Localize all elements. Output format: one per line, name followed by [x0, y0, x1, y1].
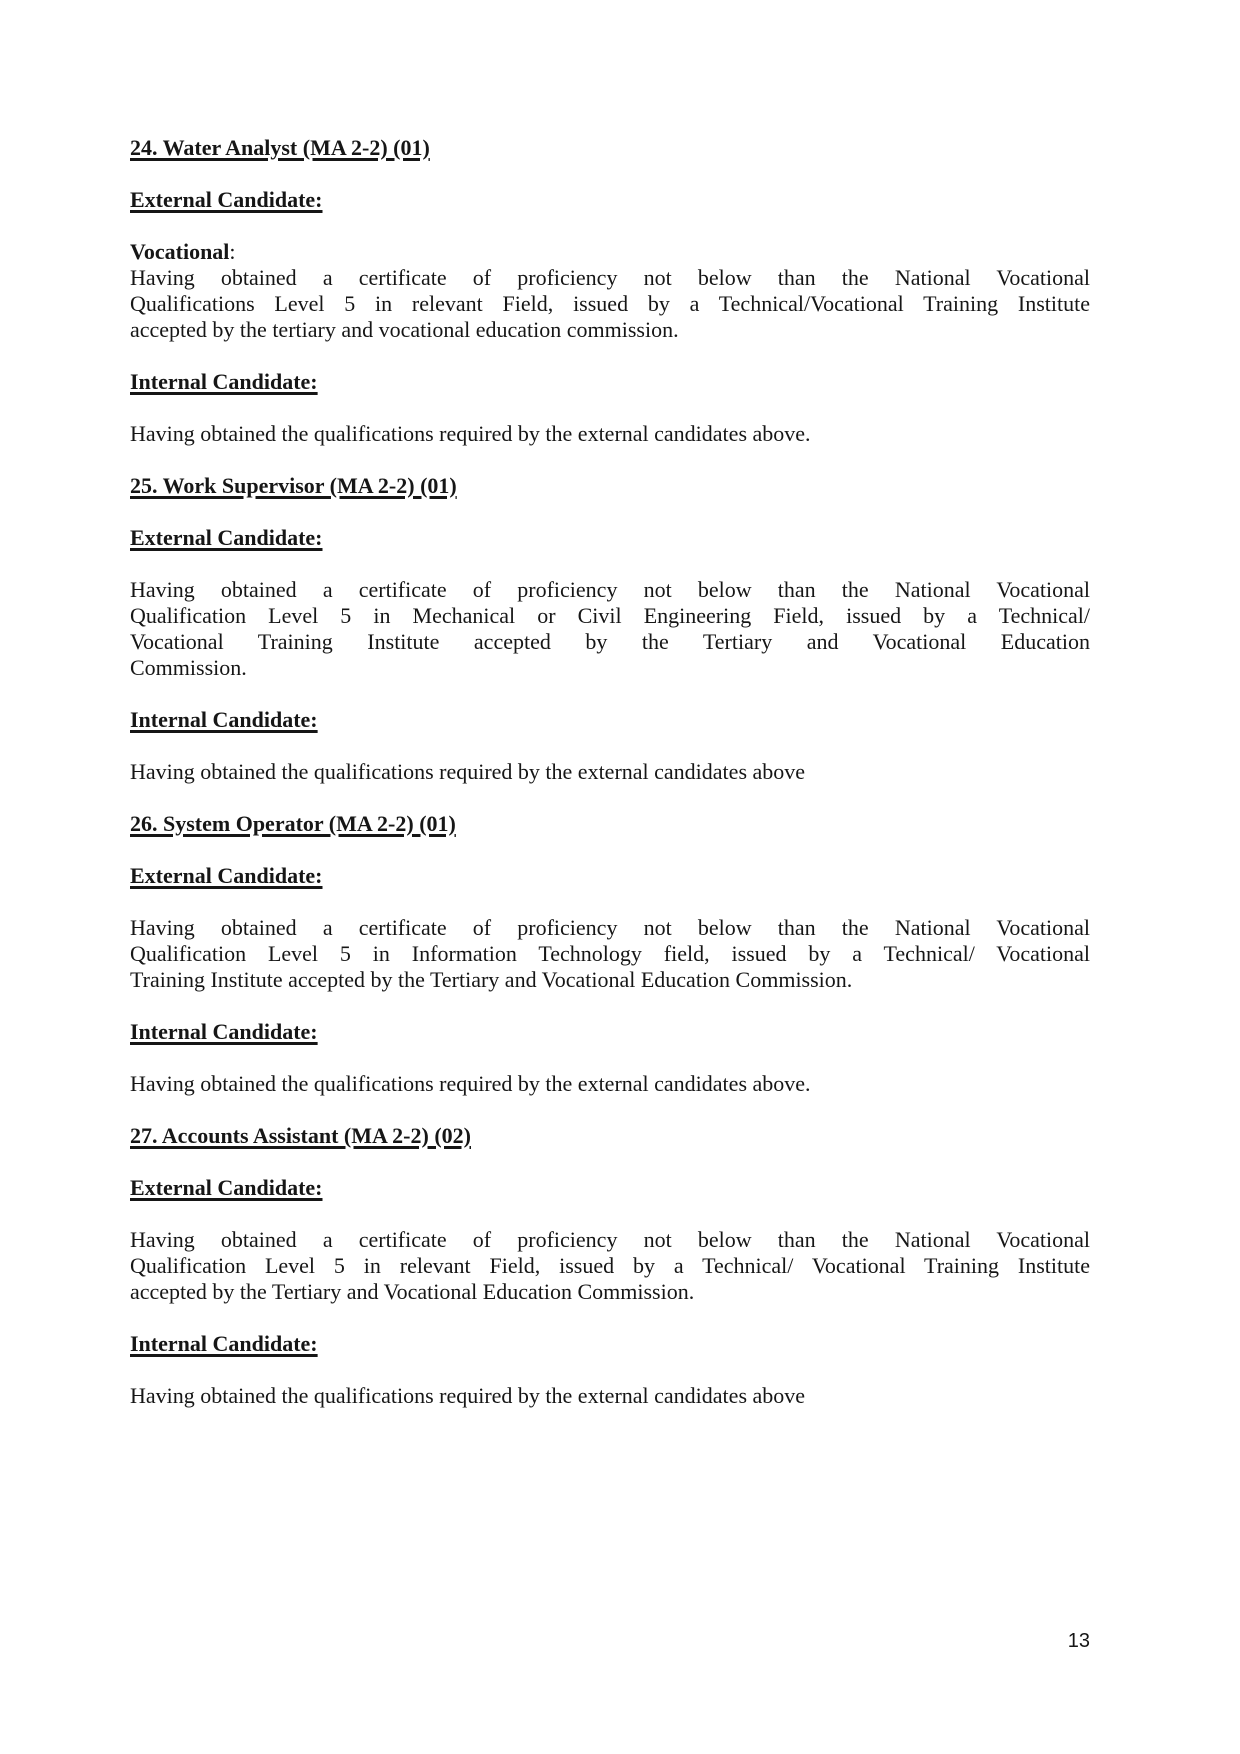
internal-candidate-heading: Internal Candidate: [130, 707, 318, 732]
paragraph-line: Having obtained a certificate of proficiency not below than the National Vocational [130, 915, 1090, 940]
section-accounts-assistant [130, 1123, 1090, 1409]
internal-qualification-text: Having obtained the qualifications required by the external candidates above [130, 759, 806, 784]
paragraph-line: Training Institute accepted by the Tertiary and Vocational Education Commission. [130, 967, 853, 992]
internal-qualification-text: Having obtained the qualifications required by the external candidates above. [130, 421, 811, 446]
external-qualification-paragraph [130, 915, 1090, 993]
paragraph-line: Having obtained a certificate of proficiency not below than the National Vocational [130, 577, 1090, 602]
external-candidate-heading: External Candidate: [130, 187, 323, 212]
external-qualification-text [130, 1227, 1090, 1305]
internal-qualification-text: Having obtained the qualifications required by the external candidates above [130, 1383, 806, 1408]
job-heading: 26. System Operator (MA 2-2) (01) [130, 811, 456, 836]
external-candidate-heading: External Candidate: [130, 525, 323, 550]
paragraph-line: accepted by the tertiary and vocational education commission. [130, 317, 679, 342]
internal-candidate-heading: Internal Candidate: [130, 1019, 318, 1044]
paragraph-line: Qualification Level 5 in relevant Field, issued by a Technical/ Vocational Training Institute [130, 1253, 1090, 1278]
external-qualification-paragraph [130, 577, 1090, 681]
paragraph-line: Vocational Training Institute accepted by the Tertiary and Vocational Education [130, 629, 1090, 654]
internal-candidate-heading: Internal Candidate: [130, 1331, 318, 1356]
external-qualification-paragraph [130, 1227, 1090, 1305]
external-qualification-text [130, 577, 1090, 681]
job-heading: 27. Accounts Assistant (MA 2-2) (02) [130, 1123, 471, 1148]
job-heading: 24. Water Analyst (MA 2-2) (01) [130, 135, 430, 160]
external-qualification-text [130, 265, 1090, 343]
paragraph-line: Having obtained a certificate of proficiency not below than the National Vocational [130, 265, 1090, 290]
vocational-label: Vocational [130, 239, 230, 264]
external-qualification-paragraph [130, 239, 1090, 343]
section-work-supervisor [130, 473, 1090, 785]
paragraph-line: Having obtained a certificate of proficiency not below than the National Vocational [130, 1227, 1090, 1252]
external-qualification-text [130, 915, 1090, 993]
section-water-analyst [130, 135, 1090, 447]
paragraph-line: Qualification Level 5 in Information Technology field, issued by a Technical/ Vocational [130, 941, 1090, 966]
section-system-operator [130, 811, 1090, 1097]
page-number: 13 [1067, 1630, 1090, 1652]
external-candidate-heading: External Candidate: [130, 1175, 323, 1200]
job-heading: 25. Work Supervisor (MA 2-2) (01) [130, 473, 457, 498]
page-content [130, 135, 1090, 1435]
vocational-label-line [130, 239, 1090, 265]
paragraph-line: accepted by the Tertiary and Vocational Education Commission. [130, 1279, 695, 1304]
external-candidate-heading: External Candidate: [130, 863, 323, 888]
paragraph-line: Qualification Level 5 in Mechanical or Civil Engineering Field, issued by a Technical/ [130, 603, 1090, 628]
internal-candidate-heading: Internal Candidate: [130, 369, 318, 394]
paragraph-line: Commission. [130, 655, 247, 680]
vocational-colon: : [229, 239, 236, 264]
paragraph-line: Qualifications Level 5 in relevant Field, issued by a Technical/Vocational Training Institute [130, 291, 1090, 316]
internal-qualification-text: Having obtained the qualifications required by the external candidates above. [130, 1071, 811, 1096]
